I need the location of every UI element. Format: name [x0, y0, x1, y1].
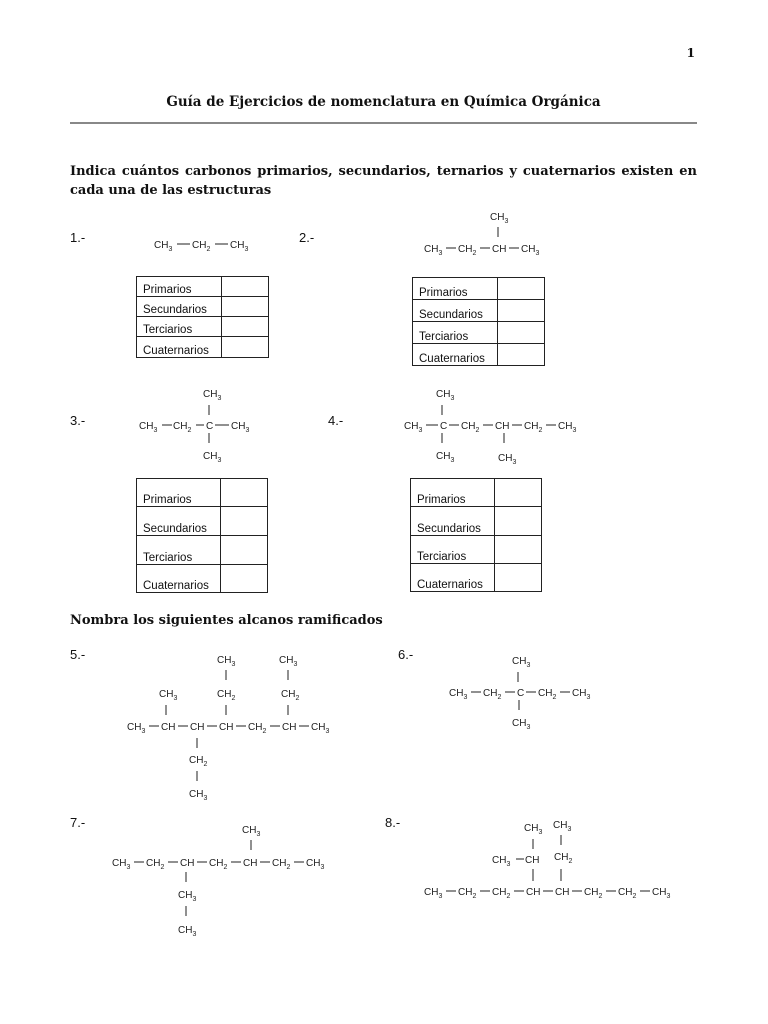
ch3-label: $CH_3$ — [203, 389, 222, 402]
exercise-number-4: 4.- — [328, 413, 344, 428]
structure-8 — [420, 815, 680, 903]
c-label: C — [440, 421, 448, 432]
exercise-number-7: 7.- — [70, 815, 86, 830]
ch3-label: $CH_3$ — [490, 212, 509, 225]
ch-label: CH — [219, 722, 234, 733]
ch3-label: $CH_3$ — [558, 421, 577, 434]
table-exercise-3 — [136, 478, 268, 593]
ch3-label: $CH_3$ — [553, 820, 572, 833]
table-label-primarios: Primarios — [137, 479, 221, 507]
ch3-label: $CH_3$ — [492, 855, 511, 868]
ch3-label: $CH_3$ — [311, 722, 330, 735]
ch-label: CH — [495, 421, 510, 432]
ch3-label: $CH_3$ — [112, 858, 131, 871]
ch3-label: $CH_3$ — [436, 451, 455, 464]
structure-6 — [445, 652, 605, 730]
ch3-label: $CH_3$ — [139, 421, 158, 434]
structure-1 — [150, 232, 260, 256]
answer-cell[interactable] — [222, 317, 269, 337]
instructions: Indica cuántos carbonos primarios, secundarios, ternarios y cuaternarios existen en cada una de las estructuras — [70, 164, 697, 198]
ch2-label: $CH_2$ — [458, 244, 477, 257]
table-label-cuaternarios: Cuaternarios — [137, 337, 222, 358]
ch-label: CH — [282, 722, 297, 733]
table-label-secundarios: Secundarios — [137, 507, 221, 536]
ch3-label: $CH_3$ — [424, 244, 443, 257]
ch3-label: $CH_3$ — [242, 825, 261, 838]
ch3-label: $CH_3$ — [203, 451, 222, 464]
table-label-primarios: Primarios — [411, 479, 495, 507]
ch2-label: $CH_2$ — [281, 689, 300, 702]
ch-label: CH — [190, 722, 205, 733]
ch3-label: $CH_3$ — [178, 890, 197, 903]
answer-cell[interactable] — [498, 322, 545, 344]
ch3-label: $CH_3$ — [572, 688, 591, 701]
exercise-number-5: 5.- — [70, 647, 86, 662]
structure-5 — [125, 650, 340, 802]
answer-cell[interactable] — [495, 536, 542, 564]
ch2-label: $CH_2$ — [461, 421, 480, 434]
ch2-label: $CH_2$ — [492, 887, 511, 900]
table-label-primarios: Primarios — [137, 277, 222, 297]
table-label-cuaternarios: Cuaternarios — [137, 565, 221, 593]
ch3-label: $CH_3$ — [217, 655, 236, 668]
ch-label: CH — [492, 244, 507, 255]
table-label-secundarios: Secundarios — [413, 300, 498, 322]
answer-cell[interactable] — [222, 297, 269, 317]
ch3-label: $CH_3$ — [436, 389, 455, 402]
answer-cell[interactable] — [222, 277, 269, 297]
ch3-label: $CH_3$ — [231, 421, 250, 434]
ch-label: CH — [161, 722, 176, 733]
ch2-label: $CH_2$ — [189, 755, 208, 768]
ch3-label: $CH_3$ — [306, 858, 325, 871]
table-exercise-4 — [410, 478, 542, 592]
ch2-label: $CH_2$ — [618, 887, 637, 900]
page-title: Guía de Ejercicios de nomenclatura en Química Orgánica — [166, 94, 601, 110]
ch-label: CH — [180, 858, 195, 869]
c-label: C — [517, 688, 525, 699]
table-label-terciarios: Terciarios — [137, 317, 222, 337]
table-label-cuaternarios: Cuaternarios — [413, 344, 498, 366]
ch3-label: $CH_3$ — [154, 240, 173, 253]
table-label-primarios: Primarios — [413, 278, 498, 300]
ch-label: CH — [525, 855, 540, 866]
ch2-label: $CH_2$ — [554, 852, 573, 865]
ch3-label: $CH_3$ — [524, 823, 543, 836]
ch2-label: $CH_2$ — [192, 240, 211, 253]
ch3-label: $CH_3$ — [652, 887, 671, 900]
ch-label: CH — [555, 887, 570, 898]
table-label-secundarios: Secundarios — [137, 297, 222, 317]
structure-3 — [135, 385, 270, 467]
ch2-label: $CH_2$ — [524, 421, 543, 434]
title-divider — [70, 122, 697, 124]
page-number: 1 — [686, 46, 695, 60]
answer-cell[interactable] — [498, 278, 545, 300]
c-label: C — [206, 421, 214, 432]
answer-cell[interactable] — [495, 564, 542, 592]
table-label-cuaternarios: Cuaternarios — [411, 564, 495, 592]
table-label-secundarios: Secundarios — [411, 507, 495, 536]
ch-label: CH — [526, 887, 541, 898]
ch2-label: $CH_2$ — [483, 688, 502, 701]
exercise-number-8: 8.- — [385, 815, 401, 830]
table-label-terciarios: Terciarios — [137, 536, 221, 565]
ch2-label: $CH_2$ — [584, 887, 603, 900]
answer-cell[interactable] — [498, 344, 545, 366]
answer-cell[interactable] — [221, 565, 268, 593]
ch2-label: $CH_2$ — [209, 858, 228, 871]
answer-cell[interactable] — [221, 536, 268, 565]
section-title-branched-alkanes: Nombra los siguientes alcanos ramificados — [70, 613, 383, 628]
ch2-label: $CH_2$ — [217, 689, 236, 702]
exercise-number-1: 1.- — [70, 230, 86, 245]
answer-cell[interactable] — [221, 507, 268, 536]
ch3-label: $CH_3$ — [512, 656, 531, 669]
ch3-label: $CH_3$ — [404, 421, 423, 434]
ch2-label: $CH_2$ — [173, 421, 192, 434]
ch2-label: $CH_2$ — [458, 887, 477, 900]
table-exercise-2 — [412, 277, 545, 366]
answer-cell[interactable] — [498, 300, 545, 322]
ch3-label: $CH_3$ — [498, 453, 517, 466]
ch3-label: $CH_3$ — [189, 789, 208, 802]
ch3-label: $CH_3$ — [127, 722, 146, 735]
exercise-number-6: 6.- — [398, 647, 414, 662]
exercise-number-2: 2.- — [299, 230, 315, 245]
table-exercise-1 — [136, 276, 269, 358]
ch3-label: $CH_3$ — [512, 718, 531, 731]
ch-label: CH — [243, 858, 258, 869]
structure-2 — [420, 205, 560, 259]
table-label-terciarios: Terciarios — [413, 322, 498, 344]
ch2-label: $CH_2$ — [248, 722, 267, 735]
exercise-number-3: 3.- — [70, 413, 86, 428]
ch3-label: $CH_3$ — [178, 925, 197, 938]
ch2-label: $CH_2$ — [272, 858, 291, 871]
ch2-label: $CH_2$ — [538, 688, 557, 701]
structure-4 — [400, 385, 590, 467]
ch3-label: $CH_3$ — [521, 244, 540, 257]
ch3-label: $CH_3$ — [424, 887, 443, 900]
table-label-terciarios: Terciarios — [411, 536, 495, 564]
ch2-label: $CH_2$ — [146, 858, 165, 871]
structure-7 — [108, 820, 333, 938]
ch3-label: $CH_3$ — [159, 689, 178, 702]
answer-cell[interactable] — [221, 479, 268, 507]
answer-cell[interactable] — [495, 507, 542, 536]
ch3-label: $CH_3$ — [230, 240, 249, 253]
answer-cell[interactable] — [495, 479, 542, 507]
answer-cell[interactable] — [222, 337, 269, 358]
ch3-label: $CH_3$ — [279, 655, 298, 668]
ch3-label: $CH_3$ — [449, 688, 468, 701]
